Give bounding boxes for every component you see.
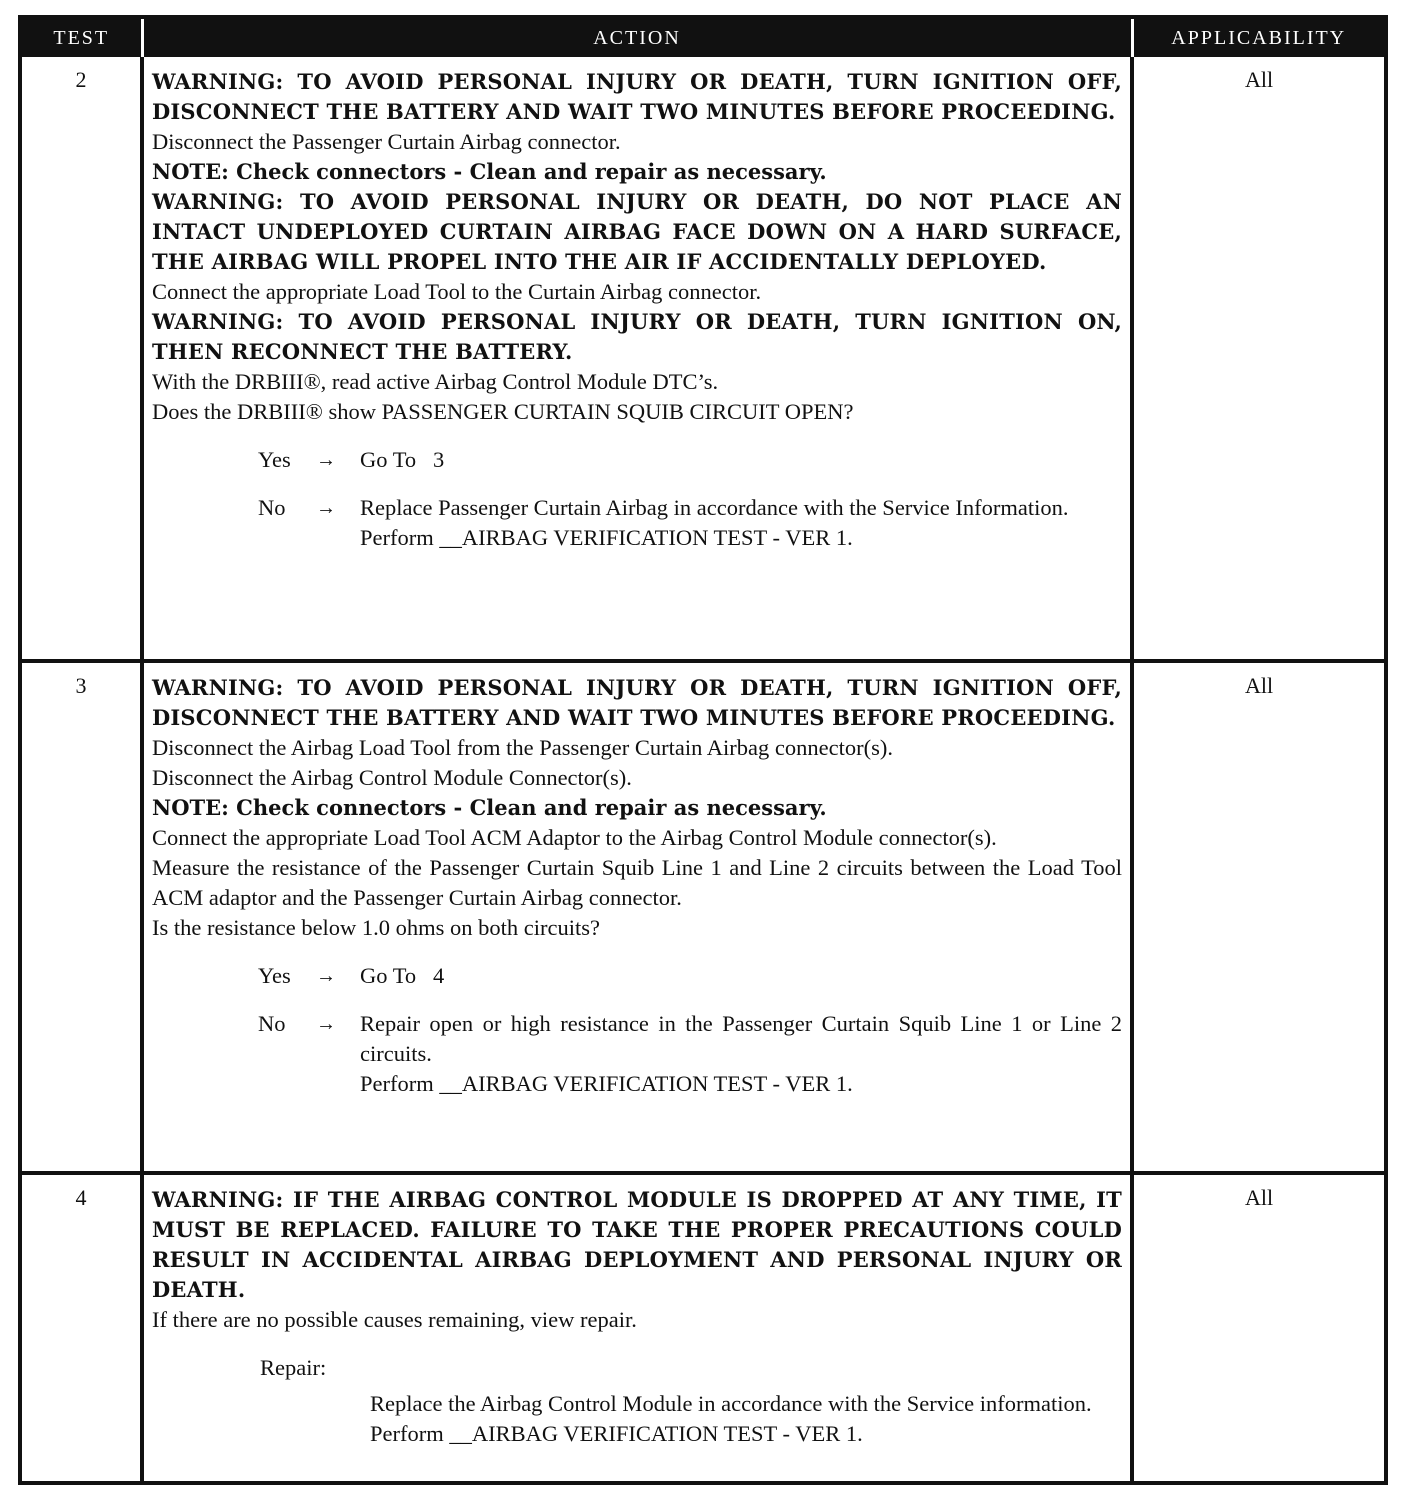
no-result-line: Repair open or high resistance in the Passenger Curtain Squib Line 1 or Line 2 circuits. — [360, 1011, 1122, 1066]
action-cell — [142, 1173, 1132, 1481]
instruction-text: Disconnect the Airbag Load Tool from the Passenger Curtain Airbag connector(s). — [152, 735, 893, 760]
question-text: Is the resistance below 1.0 ohms on both circuits? — [152, 915, 601, 940]
warning-text: WARNING: TO AVOID PERSONAL INJURY OR DEATH, TURN IGNITION ON, THEN RECONNECT THE BATTERY. — [152, 309, 1122, 364]
warning-text: WARNING: TO AVOID PERSONAL INJURY OR DEATH, DO NOT PLACE AN INTACT UNDEPLOYED CURTAIN AIRBAG FACE DOWN ON A HARD SURFACE, THE AIRBAG WILL PROPEL INTO THE AIR IF ACCIDENTALLY DEPLOYED. — [152, 189, 1122, 274]
yes-branch — [258, 961, 1122, 991]
warning-text: WARNING: IF THE AIRBAG CONTROL MODULE IS DROPPED AT ANY TIME, IT MUST BE REPLACED. FAILURE TO TAKE THE PROPER PRECAUTIONS COULD RESULT IN ACCIDENTAL AIRBAG DEPLOYMENT AND PERSONAL INJURY OR DEATH. — [152, 1187, 1122, 1302]
yes-result: Go To 3 — [360, 447, 445, 472]
question-text: Does the DRBIII® show PASSENGER CURTAIN SQUIB CIRCUIT OPEN? — [152, 399, 854, 424]
yes-branch — [258, 445, 1122, 475]
arrow-right-icon: → — [316, 1013, 336, 1035]
no-branch — [258, 493, 1122, 553]
diagnostic-table — [22, 19, 1384, 1481]
test-row-4 — [22, 1173, 1384, 1481]
no-result-line: Perform __AIRBAG VERIFICATION TEST - VER 1. — [360, 525, 853, 550]
applicability-value: All — [1132, 1173, 1384, 1481]
instruction-text: With the DRBIII®, read active Airbag Control Module DTC’s. — [152, 369, 719, 394]
no-label: No — [258, 495, 286, 520]
header-action: ACTION — [142, 19, 1132, 57]
instruction-text: If there are no possible causes remaining, view repair. — [152, 1307, 637, 1332]
arrow-right-icon: → — [316, 965, 336, 987]
diagnostic-table-frame — [18, 15, 1388, 1485]
note-text: NOTE: Check connectors - Clean and repair as necessary. — [152, 795, 827, 820]
action-cell — [142, 57, 1132, 661]
yes-result: Go To 4 — [360, 963, 445, 988]
applicability-value: All — [1244, 67, 1274, 92]
repair-label: Repair: — [260, 1355, 327, 1380]
yes-label: Yes — [258, 447, 291, 472]
arrow-right-icon: → — [316, 497, 336, 519]
table-header-row — [22, 19, 1384, 57]
header-test: TEST — [22, 19, 142, 57]
test-row-2 — [22, 57, 1384, 661]
no-result-line: Replace Passenger Curtain Airbag in accordance with the Service Information. — [360, 495, 1069, 520]
action-cell — [142, 661, 1132, 1173]
warning-text: WARNING: TO AVOID PERSONAL INJURY OR DEATH, TURN IGNITION OFF, DISCONNECT THE BATTERY AND WAIT TWO MINUTES BEFORE PROCEEDING. — [152, 675, 1122, 730]
no-result — [360, 1009, 1122, 1099]
instruction-text: Disconnect the Passenger Curtain Airbag connector. — [152, 129, 621, 154]
note-text: NOTE: Check connectors - Clean and repair as necessary. — [152, 159, 827, 184]
header-applicability: APPLICABILITY — [1132, 19, 1384, 57]
test-row-3 — [22, 661, 1384, 1173]
instruction-text: Disconnect the Airbag Control Module Connector(s). — [152, 765, 632, 790]
repair-line: Replace the Airbag Control Module in accordance with the Service information. — [370, 1391, 1092, 1416]
arrow-right-icon: → — [316, 449, 336, 471]
no-result — [360, 493, 1122, 553]
instruction-text: Connect the appropriate Load Tool to the Curtain Airbag connector. — [152, 279, 762, 304]
yes-label: Yes — [258, 963, 291, 988]
warning-text: WARNING: TO AVOID PERSONAL INJURY OR DEATH, TURN IGNITION OFF, DISCONNECT THE BATTERY AND WAIT TWO MINUTES BEFORE PROCEEDING. — [152, 69, 1122, 124]
instruction-text: Connect the appropriate Load Tool ACM Adaptor to the Airbag Control Module connector(s). — [152, 825, 997, 850]
no-branch — [258, 1009, 1122, 1099]
test-number: 3 — [22, 661, 142, 1173]
no-label: No — [258, 1011, 286, 1036]
repair-body — [370, 1389, 1122, 1449]
no-result-line: Perform __AIRBAG VERIFICATION TEST - VER 1. — [360, 1071, 853, 1096]
test-number: 4 — [22, 1173, 142, 1481]
applicability-value: All — [1132, 661, 1384, 1173]
repair-line: Perform __AIRBAG VERIFICATION TEST - VER 1. — [370, 1421, 863, 1446]
instruction-text: Measure the resistance of the Passenger Curtain Squib Line 1 and Line 2 circuits between the Load Tool ACM adaptor and the Passenger Curtain Airbag connector. — [152, 855, 1122, 910]
test-number: 2 — [22, 57, 142, 661]
